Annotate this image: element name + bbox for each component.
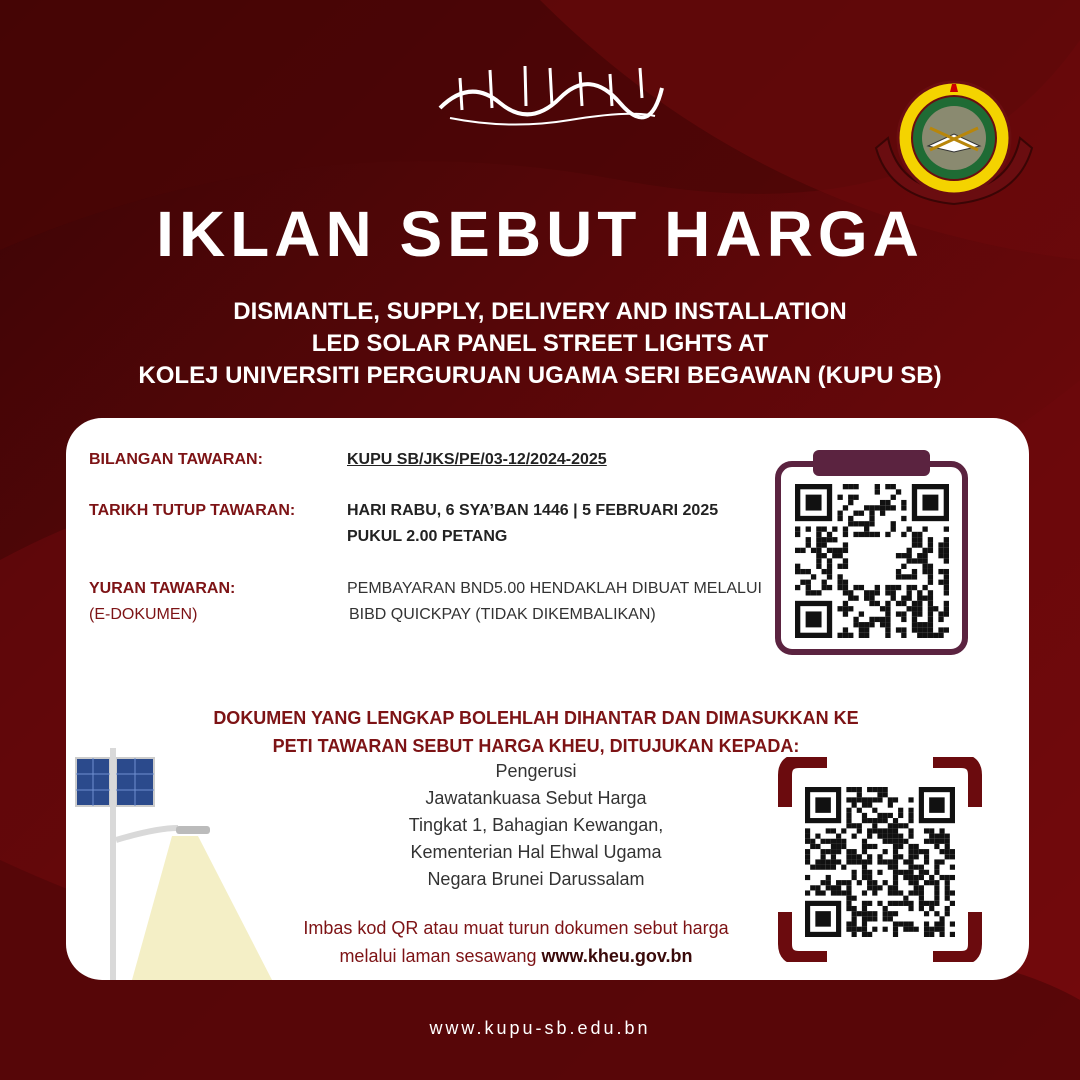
address-line: Pengerusi	[495, 761, 577, 781]
solar-street-light-illustration	[66, 748, 306, 980]
notice-line: PETI TAWARAN SEBUT HARGA KHEU, DITUJUKAN KEPADA:	[272, 736, 800, 756]
page-title: IKLAN SEBUT HARGA	[156, 198, 924, 270]
tarikh-time: PUKUL 2.00 PETANG	[347, 528, 508, 545]
subtitle-line: DISMANTLE, SUPPLY, DELIVERY AND INSTALLATION	[233, 298, 847, 325]
address-line: Tingkat 1, Bahagian Kewangan,	[408, 815, 664, 835]
recipient-address	[286, 758, 786, 893]
ministry-crest-logo	[870, 78, 1038, 206]
subtitle-line: KOLEJ UNIVERSITI PERGURUAN UGAMA SERI BEGAWAN (KUPU SB)	[138, 362, 942, 389]
bilangan-label: BILANGAN TAWARAN:	[89, 451, 263, 468]
bilangan-value: KUPU SB/JKS/PE/03-12/2024-2025	[347, 451, 607, 468]
instruction-line: Imbas kod QR atau muat turun dokumen sebut harga	[303, 918, 729, 938]
subtitle-line: LED SOLAR PANEL STREET LIGHTS AT	[311, 330, 769, 357]
download-instruction	[246, 914, 786, 970]
tarikh-label: TARIKH TUTUP TAWARAN:	[89, 502, 296, 519]
document-qr-code[interactable]	[775, 757, 985, 962]
bismillah-calligraphy	[430, 48, 670, 128]
yuran-value: PEMBAYARAN BND5.00 HENDAKLAH DIBUAT MELALUI	[347, 580, 762, 597]
subtitle	[0, 296, 1080, 392]
yuran-value-2: BIBD QUICKPAY (TIDAK DIKEMBALIKAN)	[349, 606, 656, 623]
instruction-line-2	[246, 942, 786, 970]
quickpay-qr-code[interactable]	[775, 450, 968, 656]
address-line: Jawatankuasa Sebut Harga	[425, 788, 647, 808]
instruction-prefix: melalui laman sesawang	[339, 946, 542, 966]
address-line: Kementerian Hal Ehwal Ugama	[410, 842, 662, 862]
yuran-label: YURAN TAWARAN:	[89, 580, 236, 597]
address-line: Negara Brunei Darussalam	[427, 869, 645, 889]
footer-website[interactable]: www.kupu-sb.edu.bn	[429, 1018, 651, 1038]
tarikh-value: HARI RABU, 6 SYA’BAN 1446 | 5 FEBRUARI 2025	[347, 502, 719, 519]
notice-line: DOKUMEN YANG LENGKAP BOLEHLAH DIHANTAR DAN DIMASUKKAN KE	[213, 708, 859, 728]
website-link[interactable]: www.kheu.gov.bn	[541, 946, 693, 966]
yuran-sublabel: (E-DOKUMEN)	[89, 606, 198, 623]
